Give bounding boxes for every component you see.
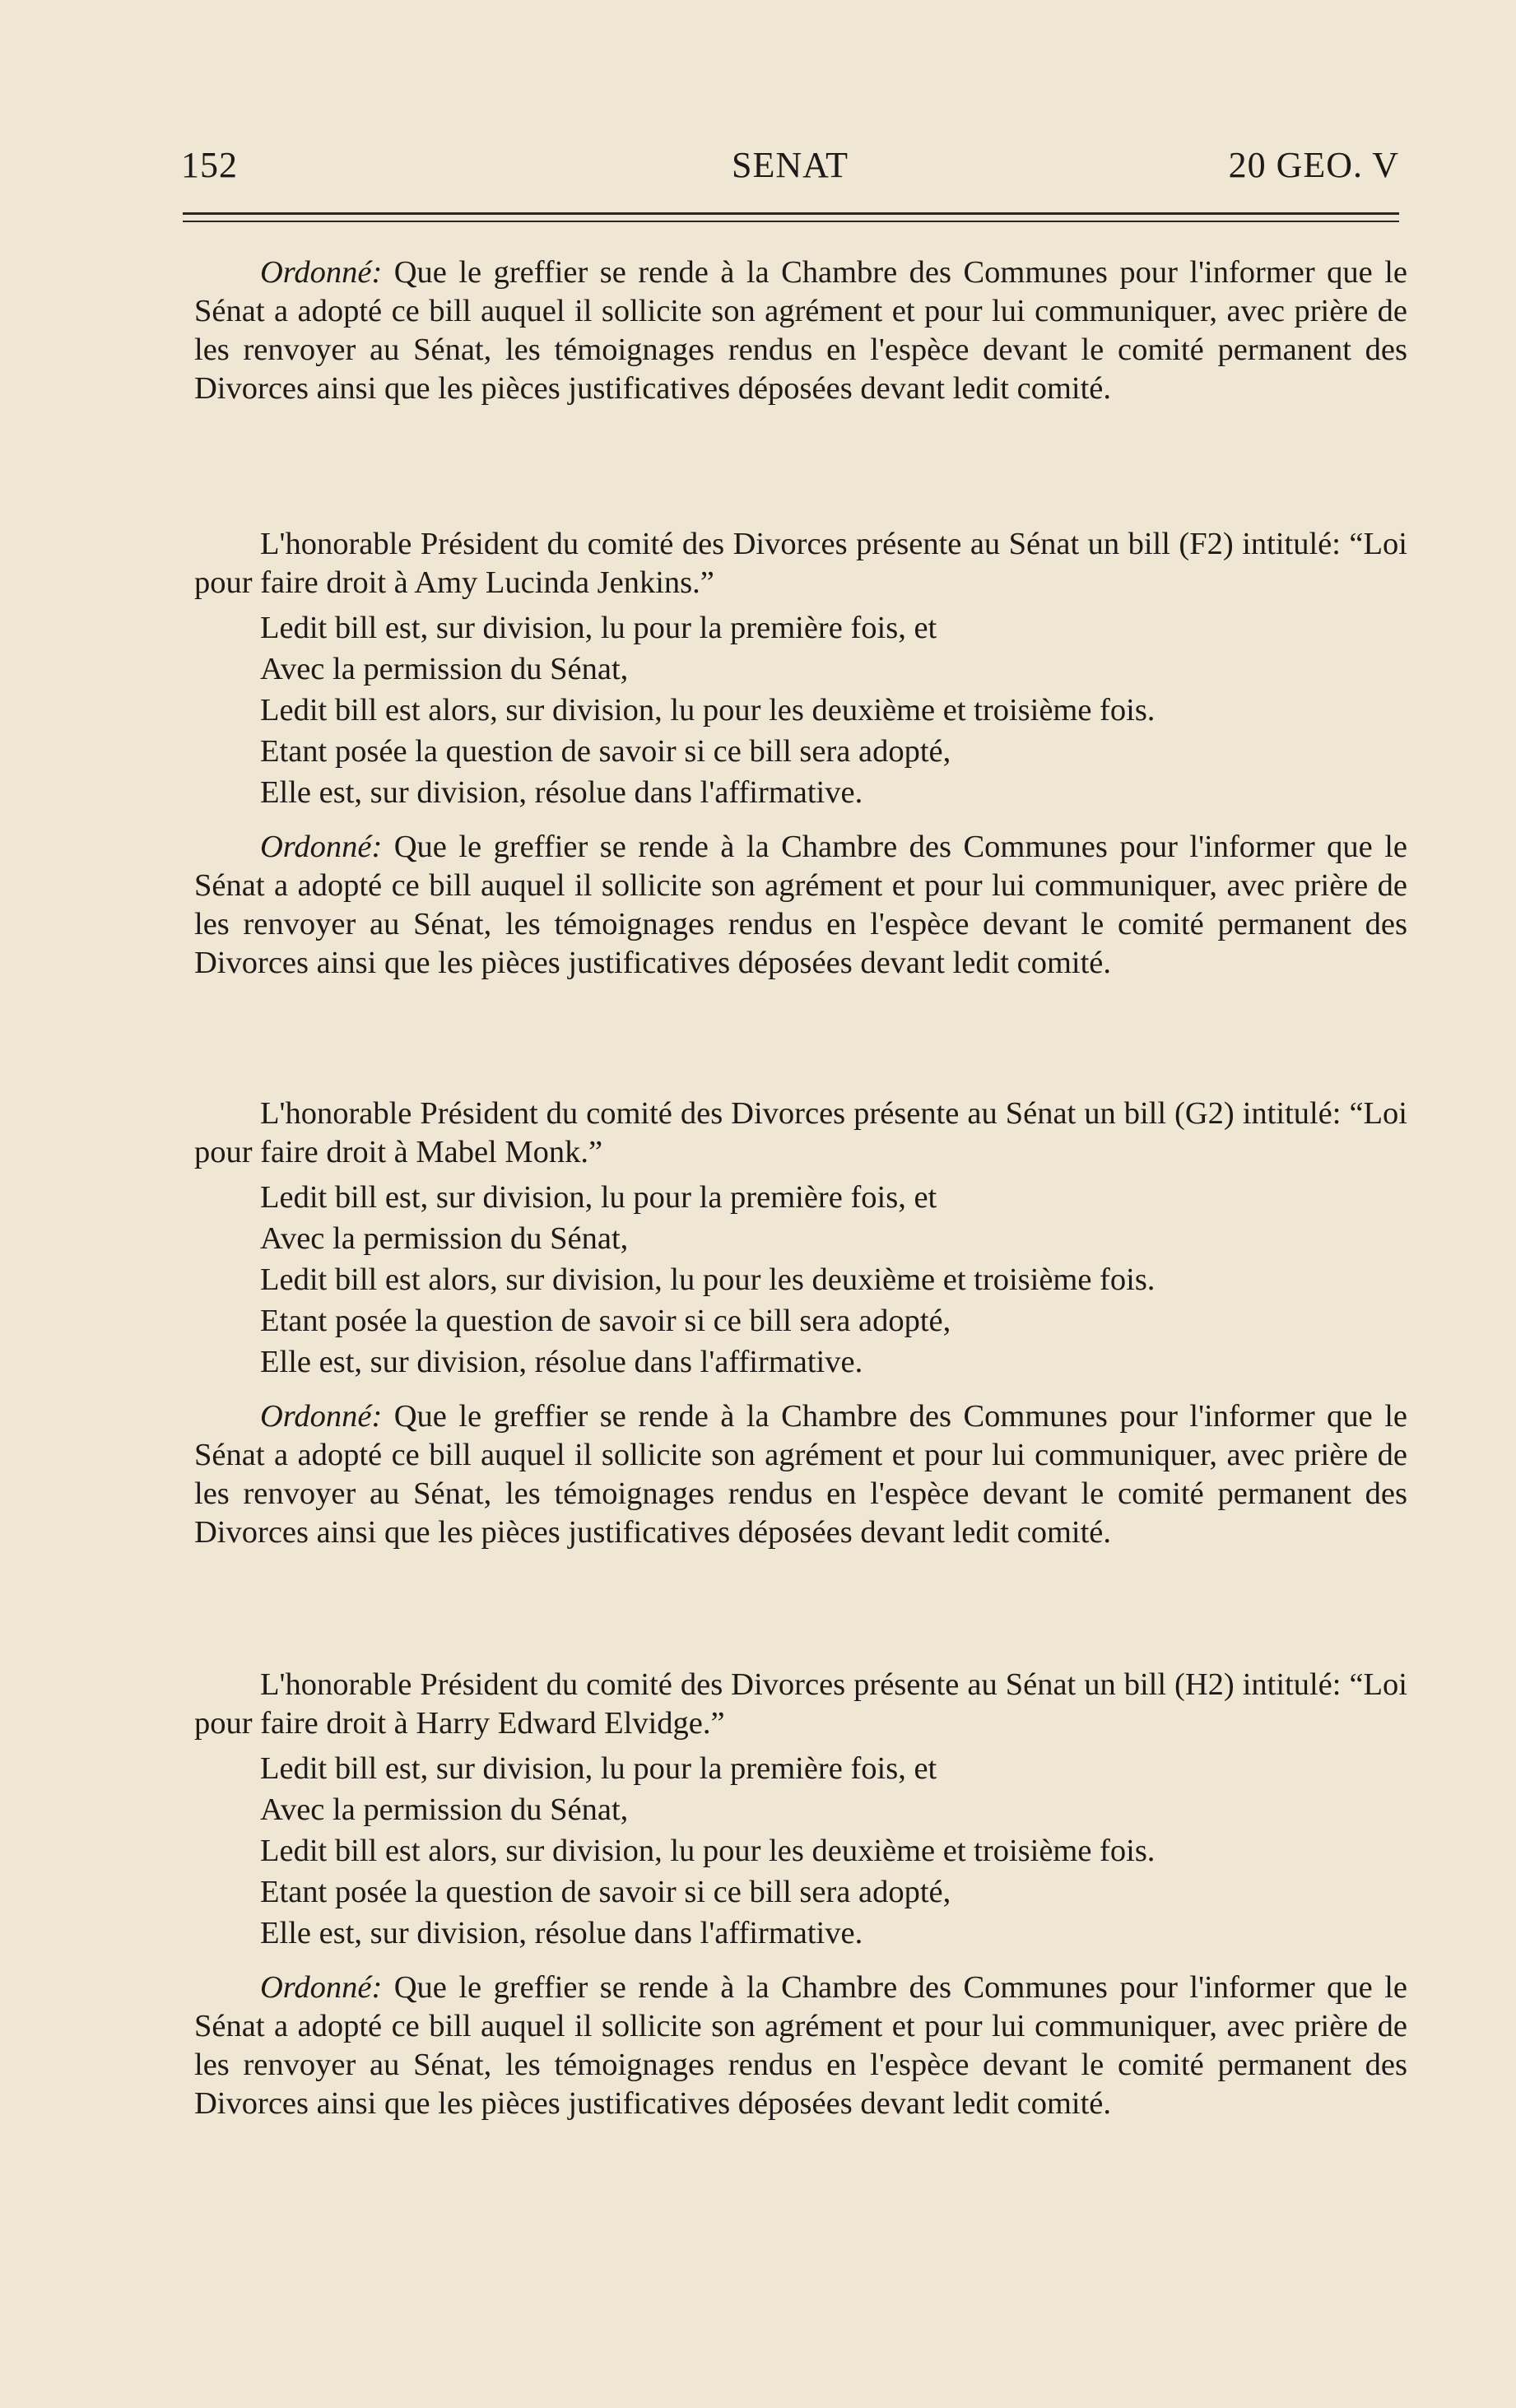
page-title: SENAT: [732, 145, 849, 185]
ordered-paragraph: [194, 253, 1407, 408]
bill-intro: L'honorable Président du comité des Divorces présente au Sénat un bill (F2) intitulé: “Loi pour faire droit à Amy Lucinda Jenkins.”: [194, 527, 1407, 600]
bill-line: Avec la permission du Sénat,: [260, 1221, 629, 1256]
bill-line: Elle est, sur division, résolue dans l'affirmative.: [260, 775, 863, 810]
ordered-text: Que le greffier se rende à la Chambre des Communes pour l'informer que le Sénat a adopté ce bill auquel il sollicite son agrément et pour lui communiquer, avec prière de les renvoyer au Sénat, les témoignages rendus en l'espèce devant le comité permanent des Divorces ainsi que les pièces justificatives déposées devant ledit comité.: [194, 830, 1407, 980]
ordered-label: Ordonné:: [260, 1970, 383, 2005]
header-rule-double: [183, 221, 1399, 222]
ordered-paragraph: [194, 828, 1407, 983]
ordered-text: Que le greffier se rende à la Chambre des Communes pour l'informer que le Sénat a adopté ce bill auquel il sollicite son agrément et pour lui communiquer, avec prière de les renvoyer au Sénat, les témoignages rendus en l'espèce devant le comité permanent des Divorces ainsi que les pièces justificatives déposées devant ledit comité.: [194, 1970, 1407, 2121]
bill-line: Ledit bill est, sur division, lu pour la première fois, et: [260, 611, 937, 645]
bill-line: Ledit bill est, sur division, lu pour la première fois, et: [260, 1180, 937, 1215]
bill-line: Etant posée la question de savoir si ce bill sera adopté,: [260, 1875, 951, 1909]
bill-line: Elle est, sur division, résolue dans l'affirmative.: [260, 1916, 863, 1950]
section-1-bill-f2: [194, 525, 1407, 983]
ordered-paragraph: [194, 1969, 1407, 2123]
regnal-year: 20 GEO. V: [1228, 145, 1399, 185]
ordered-text: Que le greffier se rende à la Chambre des Communes pour l'informer que le Sénat a adopté ce bill auquel il sollicite son agrément et pour lui communiquer, avec prière de les renvoyer au Sénat, les témoignages rendus en l'espèce devant le comité permanent des Divorces ainsi que les pièces justificatives déposées devant ledit comité.: [194, 1399, 1407, 1550]
bill-intro: L'honorable Président du comité des Divorces présente au Sénat un bill (G2) intitulé: “Loi pour faire droit à Mabel Monk.”: [194, 1096, 1407, 1169]
ordered-label: Ordonné:: [260, 255, 383, 290]
ordered-text: Que le greffier se rende à la Chambre des Communes pour l'informer que le Sénat a adopté ce bill auquel il sollicite son agrément et pour lui communiquer, avec prière de les renvoyer au Sénat, les témoignages rendus en l'espèce devant le comité permanent des Divorces ainsi que les pièces justificatives déposées devant ledit comité.: [194, 255, 1407, 406]
bill-line: Ledit bill est alors, sur division, lu pour les deuxième et troisième fois.: [260, 693, 1156, 728]
bill-line: Etant posée la question de savoir si ce bill sera adopté,: [260, 734, 951, 769]
page-number: 152: [181, 145, 238, 185]
ordered-paragraph: [194, 1397, 1407, 1552]
bill-line: Elle est, sur division, résolue dans l'affirmative.: [260, 1345, 863, 1379]
page-header: [181, 144, 1399, 193]
bill-intro: L'honorable Président du comité des Divorces présente au Sénat un bill (H2) intitulé: “Loi pour faire droit à Harry Edward Elvidge.”: [194, 1667, 1407, 1741]
ordered-label: Ordonné:: [260, 830, 383, 864]
bill-line: Avec la permission du Sénat,: [260, 1792, 629, 1827]
bill-line: Avec la permission du Sénat,: [260, 652, 629, 686]
bill-line: Ledit bill est, sur division, lu pour la première fois, et: [260, 1751, 937, 1786]
bill-line: Ledit bill est alors, sur division, lu pour les deuxième et troisième fois.: [260, 1262, 1156, 1297]
ordered-label: Ordonné:: [260, 1399, 383, 1434]
section-2-bill-g2: [194, 1095, 1407, 1552]
section-0: [194, 253, 1407, 408]
header-rule: [183, 212, 1399, 215]
section-3-bill-h2: [194, 1666, 1407, 2123]
bill-line: Etant posée la question de savoir si ce bill sera adopté,: [260, 1304, 951, 1338]
bill-line: Ledit bill est alors, sur division, lu pour les deuxième et troisième fois.: [260, 1834, 1156, 1868]
